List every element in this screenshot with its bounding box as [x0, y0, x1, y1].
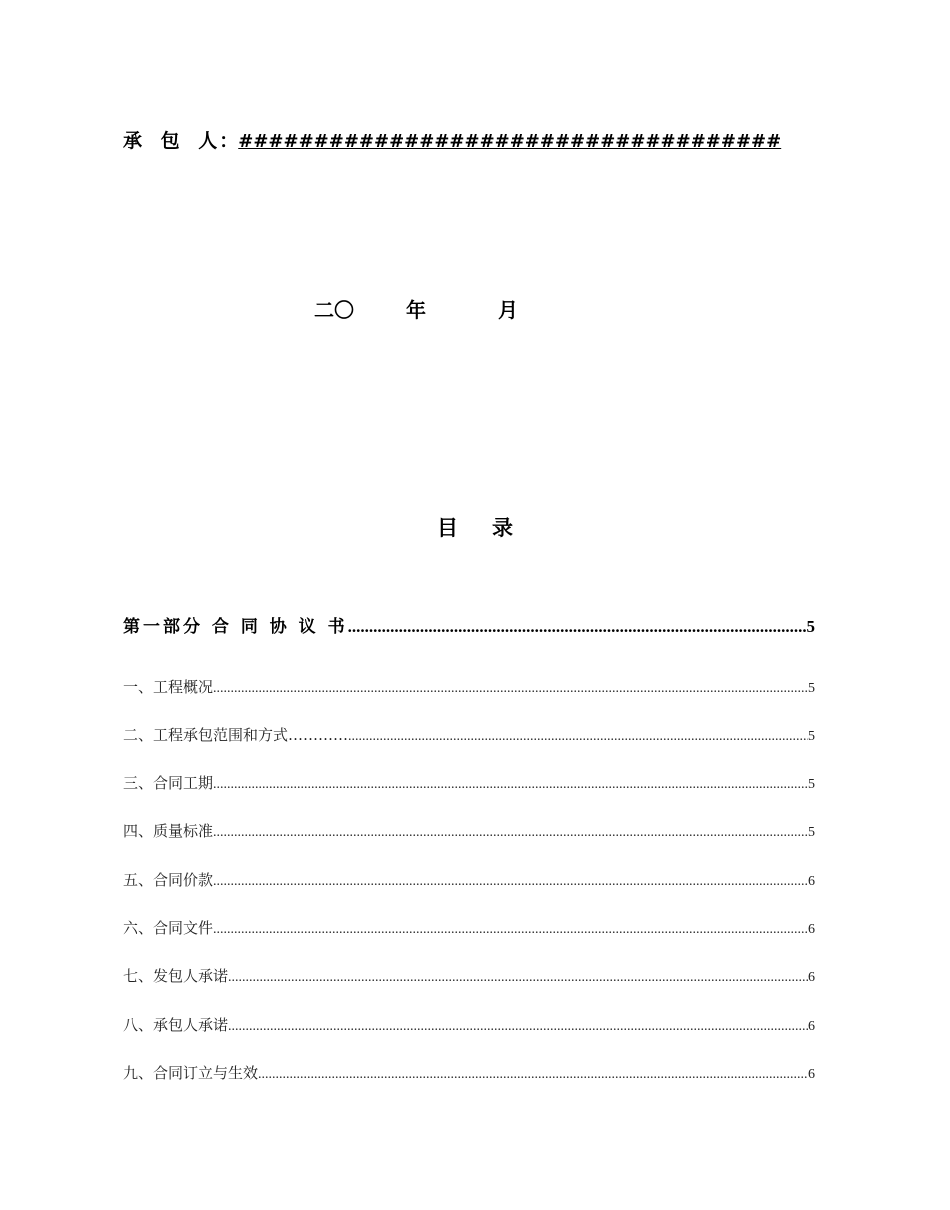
toc-entry[interactable]	[123, 869, 815, 890]
toc-entry[interactable]	[123, 1062, 815, 1083]
toc-entry-page: 6	[808, 1019, 815, 1034]
toc-entry-label: 一、工程概况	[123, 678, 214, 696]
toc-title: 目录	[437, 516, 547, 540]
toc-entry[interactable]	[123, 676, 815, 697]
toc-entry[interactable]	[123, 724, 815, 745]
toc-entry-page: 6	[808, 922, 815, 937]
toc-entry-label: 九、合同订立与生效	[123, 1064, 259, 1082]
toc-leader-dots	[258, 1067, 808, 1083]
toc-entry-page: 6	[808, 970, 815, 985]
toc-entry[interactable]	[123, 820, 815, 841]
toc-entry-page: 5	[808, 729, 815, 744]
toc-leader-dots	[213, 922, 808, 938]
toc-leader-dots	[228, 970, 808, 986]
contractor-label: 承 包 人	[123, 130, 224, 152]
toc-leader-dots	[228, 1019, 808, 1035]
toc-entry-page: 6	[808, 874, 815, 889]
toc-entry-page: 5	[808, 825, 815, 840]
toc-entry[interactable]	[123, 965, 815, 986]
toc-entry-label: 二、工程承包范围和方式…………	[123, 726, 349, 744]
toc-entry-label: 六、合同文件	[123, 919, 214, 937]
toc-entry-label: 八、承包人承诺	[123, 1016, 229, 1034]
toc-entry[interactable]	[123, 917, 815, 938]
contractor-colon: ：	[219, 130, 239, 152]
toc-leader-dots	[213, 681, 808, 697]
contractor-line	[123, 126, 781, 153]
toc-entry-page: 5	[808, 777, 815, 792]
toc-entry-label: 第一部分 合 同 协 议 书	[123, 617, 348, 637]
year-prefix: 二〇	[314, 298, 354, 322]
year-char: 年	[406, 298, 426, 322]
toc-entry-label: 四、质量标准	[123, 822, 214, 840]
toc-leader-dots	[348, 617, 807, 637]
toc-leader-dots	[213, 825, 808, 841]
toc-entry-page: 5	[806, 617, 815, 636]
toc-leader-dots	[348, 729, 808, 745]
toc-leader-dots	[213, 777, 808, 793]
toc-main-entry[interactable]	[123, 612, 815, 637]
month-char: 月	[498, 298, 518, 322]
toc-entry-page: 5	[808, 681, 815, 696]
contractor-value: ####################################	[238, 131, 782, 152]
toc-entry[interactable]	[123, 1014, 815, 1035]
toc-entry[interactable]	[123, 772, 815, 793]
toc-entry-label: 七、发包人承诺	[123, 967, 229, 985]
toc-entry-label: 五、合同价款	[123, 871, 214, 889]
toc-leader-dots	[213, 874, 808, 890]
date-line	[314, 294, 518, 323]
toc-entry-label: 三、合同工期	[123, 774, 214, 792]
toc-entry-page: 6	[808, 1067, 815, 1082]
